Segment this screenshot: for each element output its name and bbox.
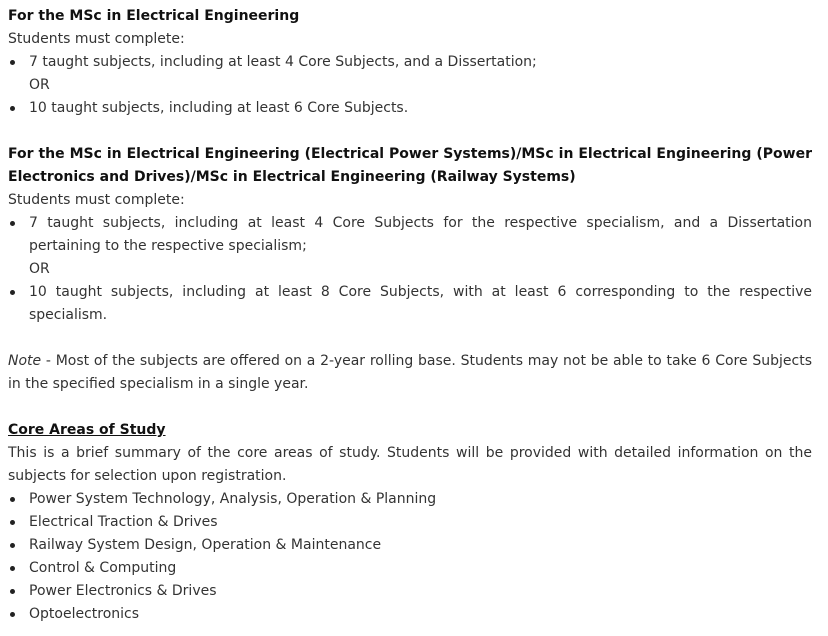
core-area-label: Railway System Design, Operation & Maintenance (29, 537, 382, 553)
core-area-label: Electrical Traction & Drives (29, 514, 218, 530)
bullet-icon (10, 612, 15, 617)
core-area-item (8, 534, 812, 557)
core-areas-heading: Core Areas of Study (8, 422, 166, 438)
bullet-icon (10, 497, 15, 502)
list-item (8, 212, 812, 258)
msc-specialisms-requirements-list (8, 212, 812, 258)
core-areas-intro: This is a brief summary of the core areas of study. Students will be provided with detailed information on the subjects for selection upon registration. (8, 445, 812, 484)
msc-specialisms-requirements-list-2 (8, 281, 812, 327)
bullet-icon (10, 221, 15, 226)
msc-ee-requirements-list (8, 51, 812, 74)
bullet-icon (10, 60, 15, 65)
msc-specialisms-intro: Students must complete: (8, 192, 185, 208)
core-area-label: Power System Technology, Analysis, Operation & Planning (29, 491, 437, 507)
list-item (8, 281, 812, 327)
bullet-icon (10, 589, 15, 594)
msc-ee-heading: For the MSc in Electrical Engineering (8, 8, 300, 24)
core-area-item (8, 557, 812, 580)
core-area-item (8, 488, 812, 511)
msc-ee-requirements-list-2 (8, 97, 812, 120)
bullet-icon (10, 106, 15, 111)
note-label: Note (8, 353, 42, 369)
core-areas-list (8, 488, 812, 626)
requirement-option-2: 10 taught subjects, including at least 6 Core Subjects. (29, 100, 409, 116)
requirement-option-1: 7 taught subjects, including at least 4 Core Subjects for the respective specialism, and a Dissertation pertaining to the respective specialism; (29, 215, 812, 254)
bullet-icon (10, 543, 15, 548)
core-area-label: Power Electronics & Drives (29, 583, 217, 599)
bullet-icon (10, 290, 15, 295)
core-area-item (8, 580, 812, 603)
core-area-label: Control & Computing (29, 560, 177, 576)
requirement-option-1: 7 taught subjects, including at least 4 Core Subjects, and a Dissertation; (29, 54, 537, 70)
bullet-icon (10, 566, 15, 571)
bullet-icon (10, 520, 15, 525)
core-area-item (8, 511, 812, 534)
list-item (8, 51, 812, 74)
or-separator: OR (29, 77, 50, 93)
core-area-item (8, 603, 812, 626)
note-paragraph (8, 350, 812, 396)
requirement-option-2: 10 taught subjects, including at least 8 Core Subjects, with at least 6 corresponding to the respective specialism. (29, 284, 812, 323)
note-text: - Most of the subjects are offered on a 2-year rolling base. Students may not be able to take 6 Core Subjects in the specified specialism in a single year. (8, 353, 812, 392)
list-item (8, 97, 812, 120)
msc-specialisms-heading: For the MSc in Electrical Engineering (Electrical Power Systems)/MSc in Electrical Engineering (Power Electronics and Drives)/MSc in Electrical Engineering (Railway Systems) (8, 146, 812, 185)
msc-ee-intro: Students must complete: (8, 31, 185, 47)
or-separator: OR (29, 261, 50, 277)
core-area-label: Optoelectronics (29, 606, 140, 622)
